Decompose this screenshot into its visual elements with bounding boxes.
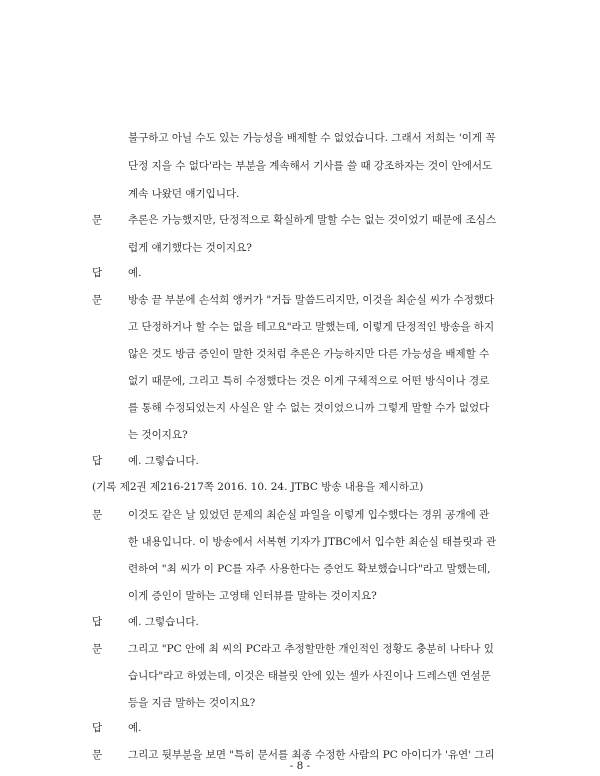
transcript-line — [0, 210, 600, 230]
transcript-line — [0, 156, 600, 176]
line-text: 를 통해 수정되었는지 사실은 알 수 없는 것이었으니까 그렇게 말할 수가 없었다 — [128, 402, 490, 414]
transcript-line — [0, 263, 600, 283]
line-text: 그리고 "PC 안에 최 씨의 PC라고 추정할만한 개인적인 정황도 충분히 나타나 있 — [128, 643, 494, 655]
transcript-line — [0, 425, 600, 445]
line-text: 예. — [128, 722, 142, 734]
transcript-line — [0, 718, 600, 738]
transcript-line — [0, 290, 600, 310]
transcript-line — [0, 317, 600, 337]
transcript-line — [0, 505, 600, 525]
speaker-marker: 문 — [92, 509, 103, 521]
speaker-marker: 답 — [92, 722, 103, 734]
transcript-line — [0, 693, 600, 713]
line-text: 없기 때문에, 그리고 특히 수정했다는 것은 이게 구체적으로 어떤 방식이나 경로 — [128, 375, 490, 387]
line-text: 예. 그렇습니다. — [128, 455, 199, 467]
line-text: 그리고 뒷부분을 보면 "특히 문서를 최종 수정한 사람의 PC 아이디가 '유연' 그리 — [128, 749, 495, 761]
transcript-line — [0, 238, 600, 258]
speaker-marker: 문 — [92, 294, 103, 306]
speaker-marker: 문 — [92, 214, 103, 226]
note-text: (기록 제2권 제216-217쪽 2016. 10. 24. JTBC 방송 내용을 제시하고) — [92, 481, 424, 493]
line-text: 추론은 가능했지만, 단정적으로 확실하게 말할 수는 없는 것이었기 때문에 조심스 — [128, 214, 497, 226]
speaker-marker: 답 — [92, 267, 103, 279]
transcript-line — [0, 344, 600, 364]
transcript-line — [0, 559, 600, 579]
page-number: - 8 - — [289, 760, 311, 772]
line-text: 등을 지금 말하는 것이지요? — [128, 697, 256, 709]
transcript-line — [0, 128, 600, 148]
transcript-line — [0, 639, 600, 659]
transcript-line — [0, 398, 600, 418]
transcript-line — [0, 532, 600, 552]
line-text: 고 단정하거나 할 수는 없을 테고요"라고 말했는데, 이렇게 단정적인 방송을 하지 — [128, 321, 495, 333]
line-text: 이것도 같은 날 있었던 문제의 최순실 파일을 이렇게 입수했다는 경위 공개에 관 — [128, 509, 490, 521]
line-text: 습니다"라고 하였는데, 이것은 태블릿 안에 있는 셀카 사진이나 드레스덴 연설문 — [128, 670, 491, 682]
line-text: 이게 증인이 말하는 고영태 인터뷰를 말하는 것이지요? — [128, 590, 377, 602]
transcript-line — [0, 612, 600, 632]
line-text: 불구하고 아닐 수도 있는 가능성을 배제할 수 없었습니다. 그래서 저희는 '이게 꼭 — [128, 132, 496, 144]
line-text: 계속 나왔던 얘기입니다. — [128, 188, 240, 200]
line-text: 않은 것도 방금 증인이 말한 것처럼 추론은 가능하지만 다른 가능성을 배제할 수 — [128, 348, 490, 360]
line-text: 련하여 "최 씨가 이 PC를 자주 사용한다는 증언도 확보했습니다"라고 말했는데, — [128, 563, 491, 575]
speaker-marker: 답 — [92, 455, 103, 467]
speaker-marker: 답 — [92, 616, 103, 628]
line-text: 한 내용입니다. 이 방송에서 서복현 기자가 JTBC에서 입수한 최순실 태블릿과 관 — [128, 536, 497, 548]
transcript-line — [0, 451, 600, 471]
transcript-line — [0, 666, 600, 686]
transcript-line — [0, 586, 600, 606]
line-text: 예. — [128, 267, 142, 279]
evidence-note — [0, 477, 600, 497]
line-text: 예. 그렇습니다. — [128, 616, 199, 628]
line-text: 단정 지을 수 없다'라는 부분을 계속해서 기사를 쓸 때 강조하자는 것이 안에서도 — [128, 160, 493, 172]
line-text: 방송 끝 부분에 손석희 앵커가 "거듭 말씀드리지만, 이것을 최순실 씨가 수정했다 — [128, 294, 495, 306]
transcript-line — [0, 371, 600, 391]
speaker-marker: 문 — [92, 643, 103, 655]
line-text: 럽게 얘기했다는 것이지요? — [128, 242, 252, 254]
transcript-line — [0, 184, 600, 204]
line-text: 는 것이지요? — [128, 429, 188, 441]
speaker-marker: 문 — [92, 749, 103, 761]
